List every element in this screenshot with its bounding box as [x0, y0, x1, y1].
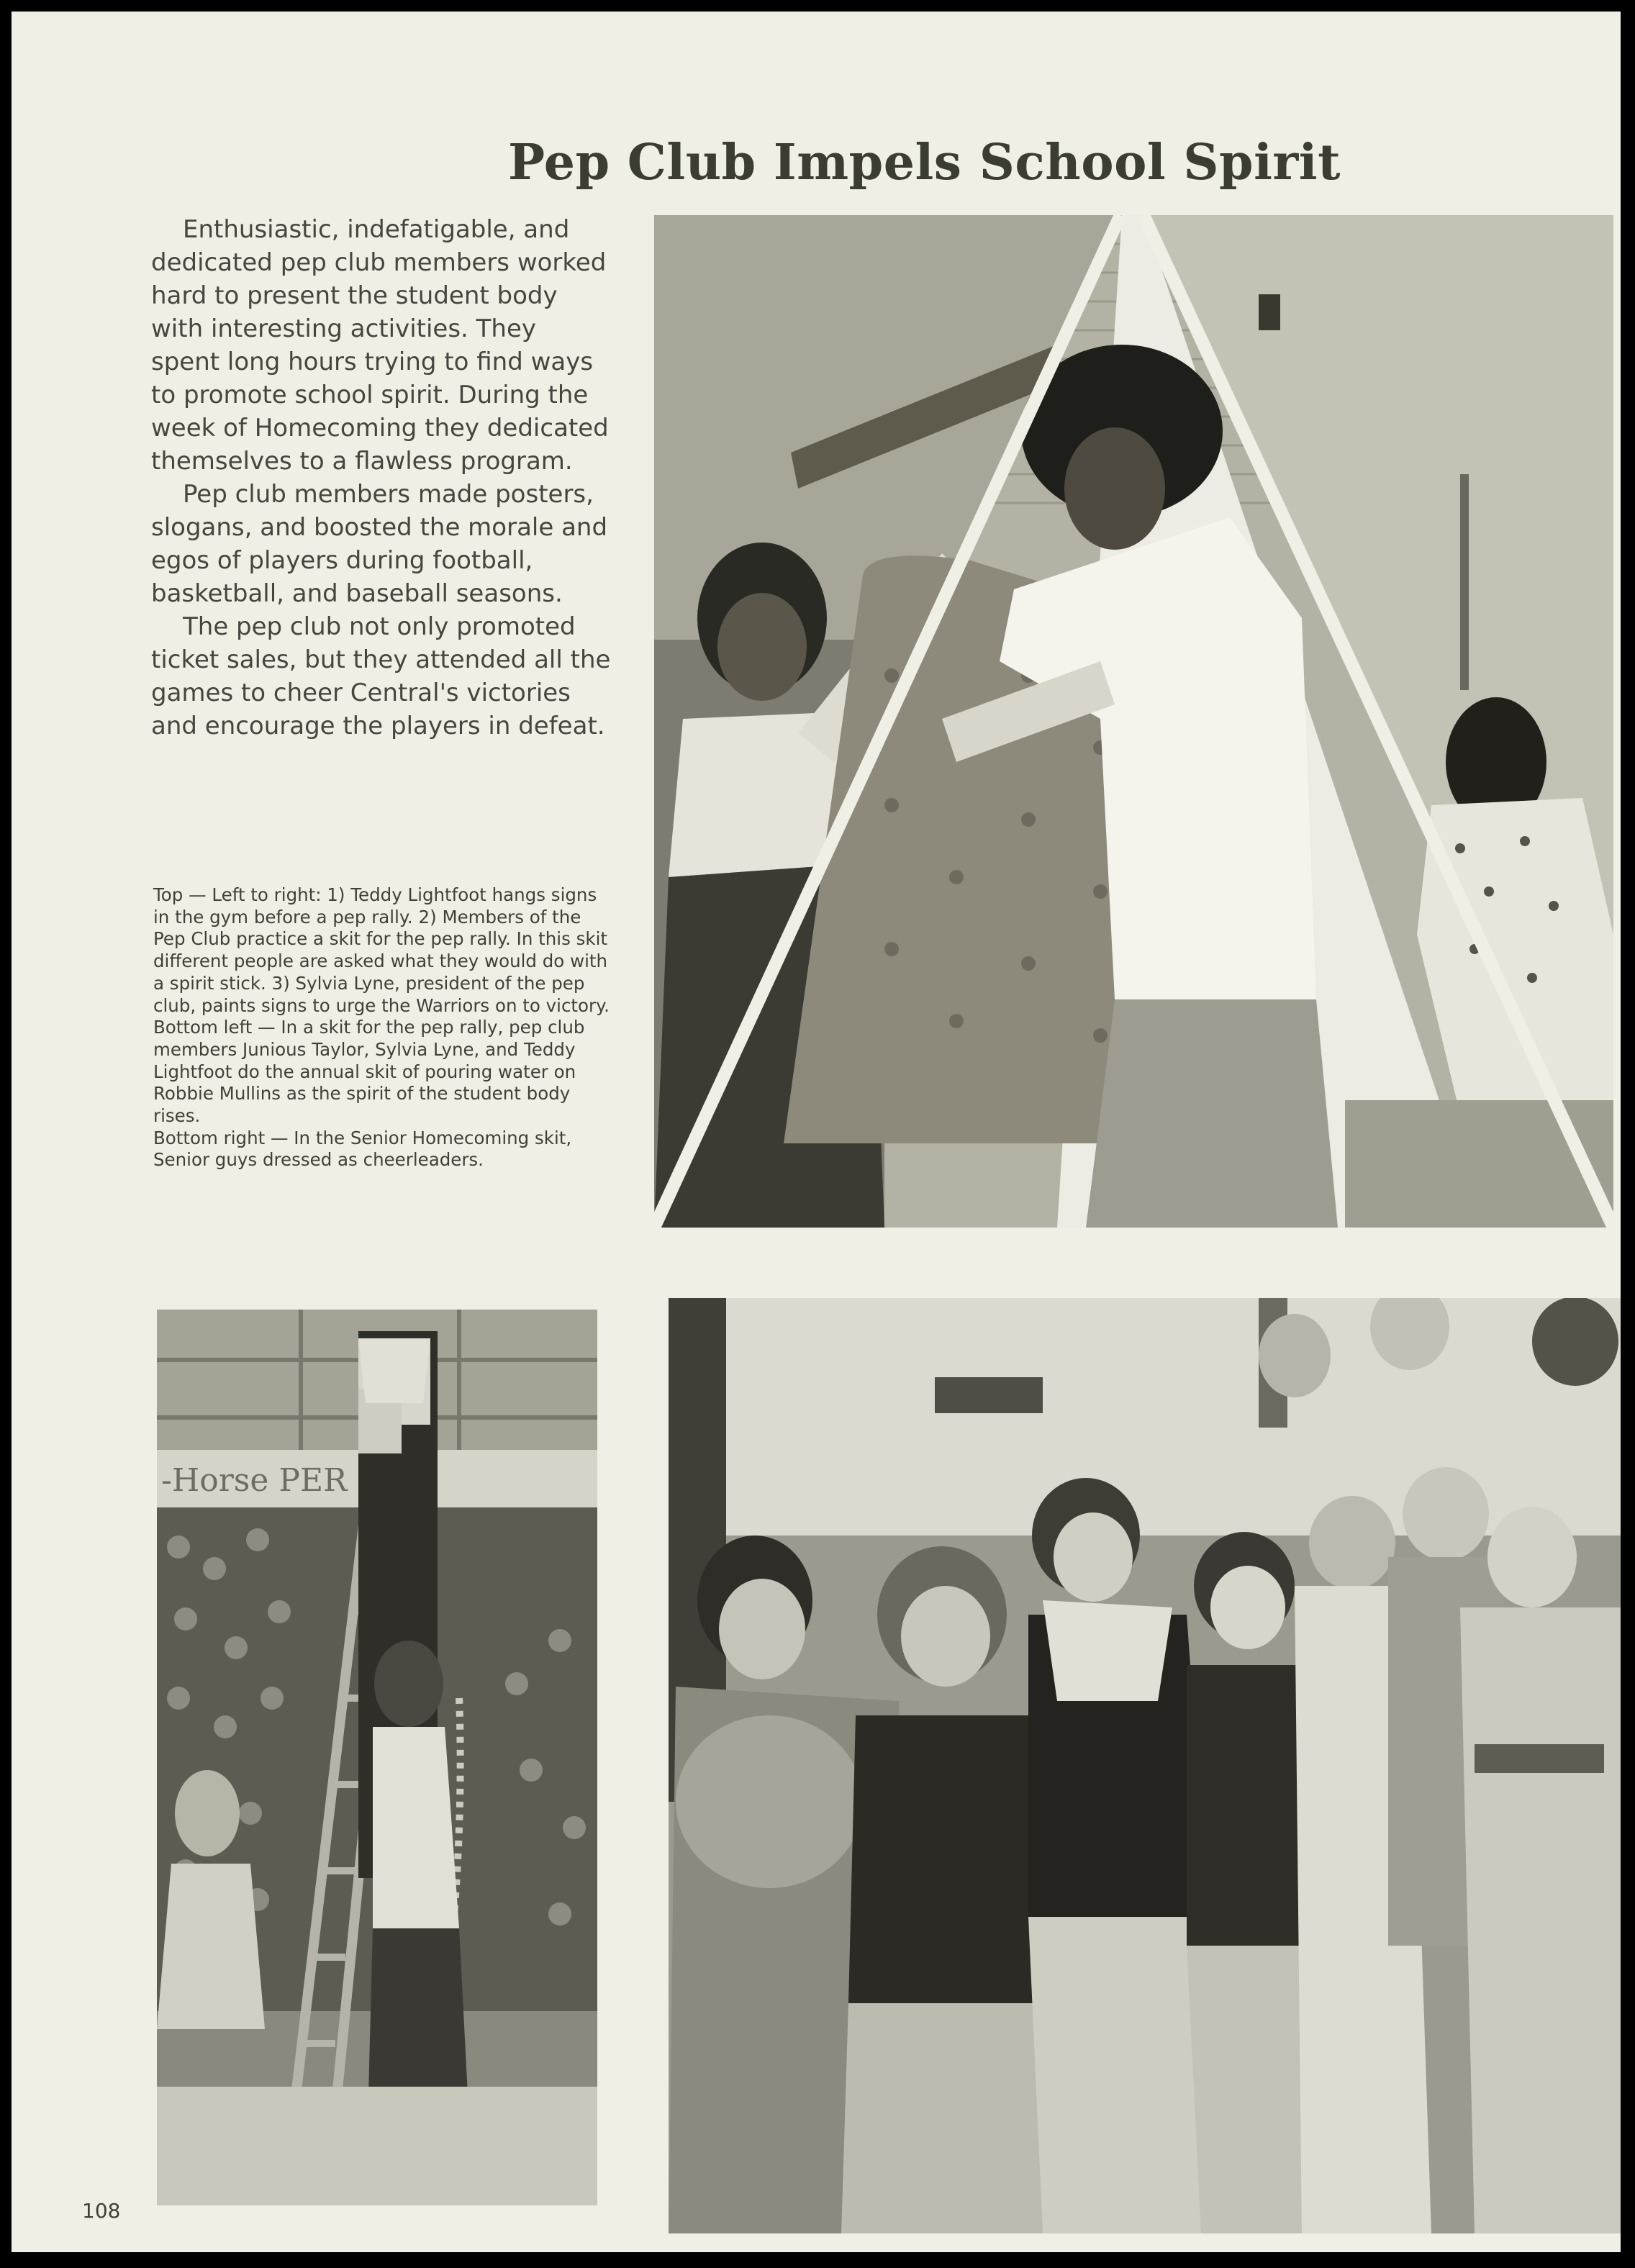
- caption-bottom-left: Bottom left — In a skit for the pep rally, pep club members Junious Taylor, Sylvia Lyne, and Teddy Lightfoot do the annual skit of pouring water on Robbie Mullins as the spirit of the student body rises.: [153, 1017, 585, 1127]
- yearbook-page: [12, 12, 1621, 2252]
- article-body: [151, 213, 612, 743]
- photo-top-illustration: [654, 215, 1613, 1228]
- page-number: 108: [82, 2199, 121, 2223]
- photo-bottom-right-illustration: [669, 1298, 1621, 2233]
- photo-captions: [153, 884, 614, 1171]
- page-title: Pep Club Impels School Spirit: [508, 134, 1341, 191]
- caption-bottom-right: Bottom right — In the Senior Homecoming skit, Senior guys dressed as cheerleaders.: [153, 1127, 572, 1171]
- body-paragraph-1: Enthusiastic, indefatigable, and dedicated pep club members worked hard to present the student body with interesting activities. They spent long hours trying to find ways to promote school spirit. During the week of Homecoming they dedicated themselves to a flawless program.: [151, 215, 609, 476]
- body-paragraph-2: Pep club members made posters, slogans, and boosted the morale and egos of players during football, basketball, and baseball seasons.: [151, 480, 608, 608]
- photo-top-triptych: [654, 215, 1613, 1228]
- photo-bottom-left: [157, 1310, 597, 2205]
- photo-bottom-right: [669, 1298, 1621, 2233]
- body-paragraph-3: The pep club not only promoted ticket sales, but they attended all the games to cheer Central's victories and encourage the players in defeat.: [151, 612, 611, 740]
- banner-text: -Horse PER: [161, 1462, 348, 1499]
- photo-bottom-left-illustration: [157, 1310, 597, 2205]
- caption-top: Top — Left to right: 1) Teddy Lightfoot hangs signs in the gym before a pep rally. 2) Members of the Pep Club practice a skit for the pep rally. In this skit different people are asked what they would do with a spirit stick. 3) Sylvia Lyne, president of the pep club, paints signs to urge the Warriors on to victory.: [153, 884, 610, 1016]
